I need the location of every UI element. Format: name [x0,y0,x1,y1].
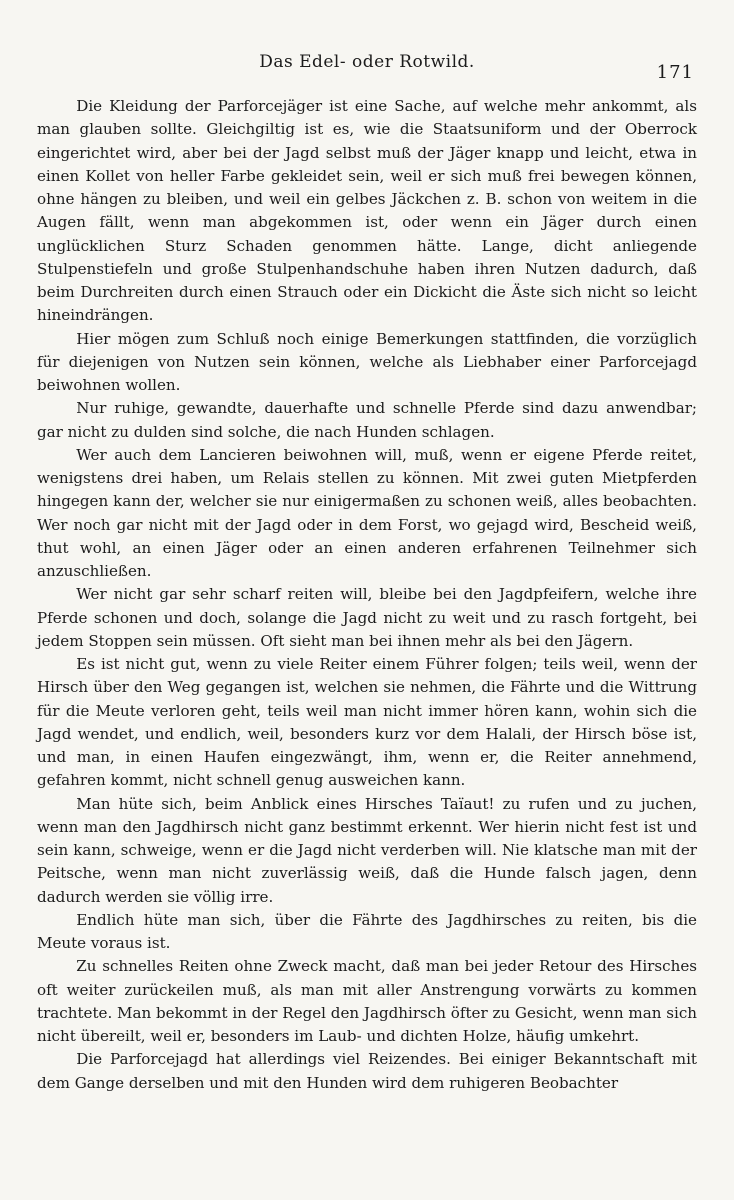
paragraph: Die Kleidung der Parforcejäger ist eine Sache, auf welche mehr ankommt, als man glauben sollte. Gleichgiltig ist es, wie die Staatsuniform und der Oberrock eingerichtet wird, aber bei der Jagd selbst muß der Jäger knapp und leicht, etwa in einen Kollet von heller Farbe gekleidet sein, weil er sich muß frei bewegen können, ohne hängen zu bleiben, und weil ein gelbes Jäckchen z. B. schon von weitem in die Augen fällt, wenn man abgekommen ist, oder wenn ein Jäger durch einen unglücklichen Sturz Schaden genommen hätte. Lange, dicht anliegende Stulpenstiefeln und große Stulpenhandschuhe haben ihren Nutzen dadurch, daß beim Durchreiten durch einen Strauch oder ein Dickicht die Äste sich nicht so leicht hineindrängen. [37,97,697,325]
paragraph: Wer auch dem Lancieren beiwohnen will, muß, wenn er eigene Pferde reitet, wenigstens drei haben, um Relais stellen zu können. Mit zwei guten Mietpferden hingegen kann der, welcher sie nur einigermaßen zu schonen weiß, alles beobachten. Wer noch gar nicht mit der Jagd oder in dem Forst, wo gejagd wird, Bescheid weiß, thut wohl, an einen Jäger oder an einen anderen erfahrenen Teilnehmer sich anzuschließen. [37,445,697,580]
paragraph: Die Parforcejagd hat allerdings viel Reizendes. Bei einiger Bekanntschaft mit dem Gange derselben und mit den Hunden wird dem ruhigeren Beobachter [37,1050,697,1092]
paragraph: Man hüte sich, beim Anblick eines Hirsches Taïaut! zu rufen und zu juchen, wenn man den Jagdhirsch nicht ganz bestimmt erkennt. Wer hierin nicht fest ist und sein kann, schweige, wenn er die Jagd nicht verderben will. Nie klatsche man mit der Peitsche, wenn man nicht zuverlässig weiß, daß die Hunde falsch jagen, denn dadurch werden sie völlig irre. [37,794,697,906]
paragraph: Nur ruhige, gewandte, dauerhafte und schnelle Pferde sind dazu anwendbar; gar nicht zu dulden sind solche, die nach Hunden schlagen. [37,399,697,441]
paragraph: Es ist nicht gut, wenn zu viele Reiter einem Führer folgen; teils weil, wenn der Hirsch über den Weg gegangen ist, welchen sie nehmen, die Fährte und die Wittrung für die Meute verloren geht, teils weil man nicht immer hören kann, wohin sich die Jagd wendet, und endlich, weil, besonders kurz vor dem Halali, der Hirsch böse ist, und man, in einen Haufen eingezwängt, ihm, wenn er, die Reiter annehmend, gefahren kommt, nicht schnell genug ausweichen kann. [37,655,697,790]
paragraph: Hier mögen zum Schluß noch einige Bemerkungen stattfinden, die vorzüglich für diejenigen von Nutzen sein können, welche als Liebhaber einer Parforcejagd beiwohnen wollen. [37,329,697,394]
body-text [37,95,697,1095]
paragraph: Wer nicht gar sehr scharf reiten will, bleibe bei den Jagdpfeifern, welche ihre Pferde schonen und doch, solange die Jagd nicht zu weit und zu rasch fortgeht, bei jedem Stoppen sein müssen. Oft sieht man bei ihnen mehr als bei den Jägern. [37,585,697,650]
paragraph: Endlich hüte man sich, über die Fährte des Jagdhirsches zu reiten, bis die Meute voraus ist. [37,910,697,952]
paragraph: Zu schnelles Reiten ohne Zweck macht, daß man bei jeder Retour des Hirsches oft weiter zurückeilen muß, als man mit aller Anstrengung vorwärts zu kommen trachtete. Man bekommt in der Regel den Jagdhirsch öfter zu Gesicht, wenn man sich nicht übereilt, weil er, besonders im Laub- und dichten Holze, häufig umkehrt. [37,957,697,1045]
running-title: Das Edel- oder Rotwild. [259,52,475,72]
page-number: 171 [656,62,694,83]
